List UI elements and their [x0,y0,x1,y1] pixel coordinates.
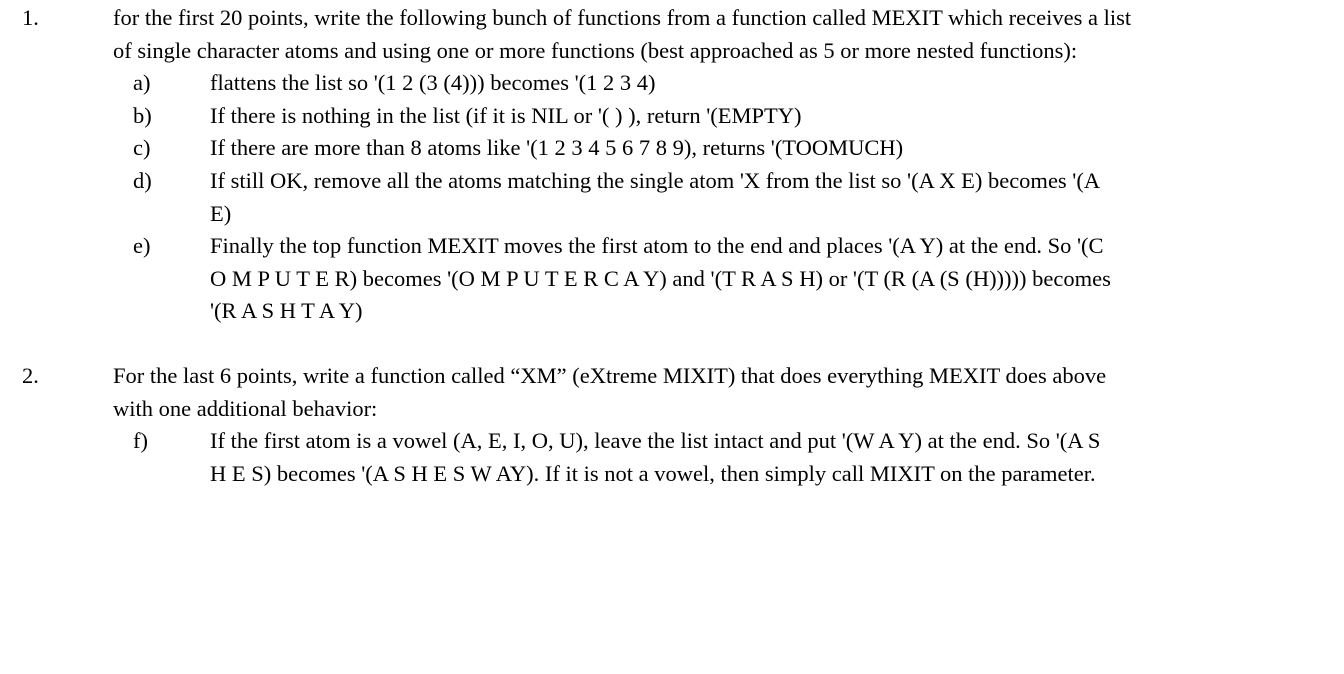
question-1-number: 1. [22,5,39,30]
question-1-text: for the first 20 points, write the following bunch of functions from a function called MEXIT which receives a list of single character atoms and using one or more functions (best approached as 5 or more nested functions): [113,5,1132,63]
item-e-text: Finally the top function MEXIT moves the first atom to the end and places '(A Y) at the end. So '(C O M P U T E R) becomes '(O M P U T E R C A Y) and '(T R A S H) or '(T (R (A (S (H))))) becomes '(R A S H T A Y) [210,233,1111,324]
item-f-letter: f) [133,428,148,454]
question-2-item-f [0,425,1344,490]
item-f-text: If the first atom is a vowel (A, E, I, O, U), leave the list intact and put '(W A Y) at the end. So '(A S H E S) becomes '(A S H E S W AY). If it is not a vowel, then simply call MIXIT on the parameter. [210,428,1101,486]
question-2 [0,360,1344,490]
question-2-text: For the last 6 points, write a function called “XM” (eXtreme MIXIT) that does everything MEXIT does above with one additional behavior: [113,362,1107,421]
question-1 [0,2,1344,328]
item-a-letter: a) [133,70,151,96]
item-b-text: If there is nothing in the list (if it is NIL or '( ) ), return '(EMPTY) [210,102,802,128]
item-d-letter: d) [133,167,152,193]
document-body [0,2,1344,490]
question-2-number: 2. [22,362,39,388]
item-c-letter: c) [133,135,151,161]
item-c-text: If there are more than 8 atoms like '(1 2 3 4 5 6 7 8 9), returns '(TOOMUCH) [210,135,904,161]
question-1-item-d [0,165,1344,230]
item-b-letter: b) [133,102,152,128]
item-a-text: flattens the list so '(1 2 (3 (4))) becomes '(1 2 3 4) [210,70,656,96]
question-1-item-b [0,100,1344,133]
question-1-item-e [0,230,1344,328]
item-e-letter: e) [133,233,151,259]
item-d-text: If still OK, remove all the atoms matching the single atom 'X from the list so '(A X E) becomes '(A E) [210,167,1099,226]
question-1-item-a [0,67,1344,100]
question-1-item-c [0,132,1344,165]
